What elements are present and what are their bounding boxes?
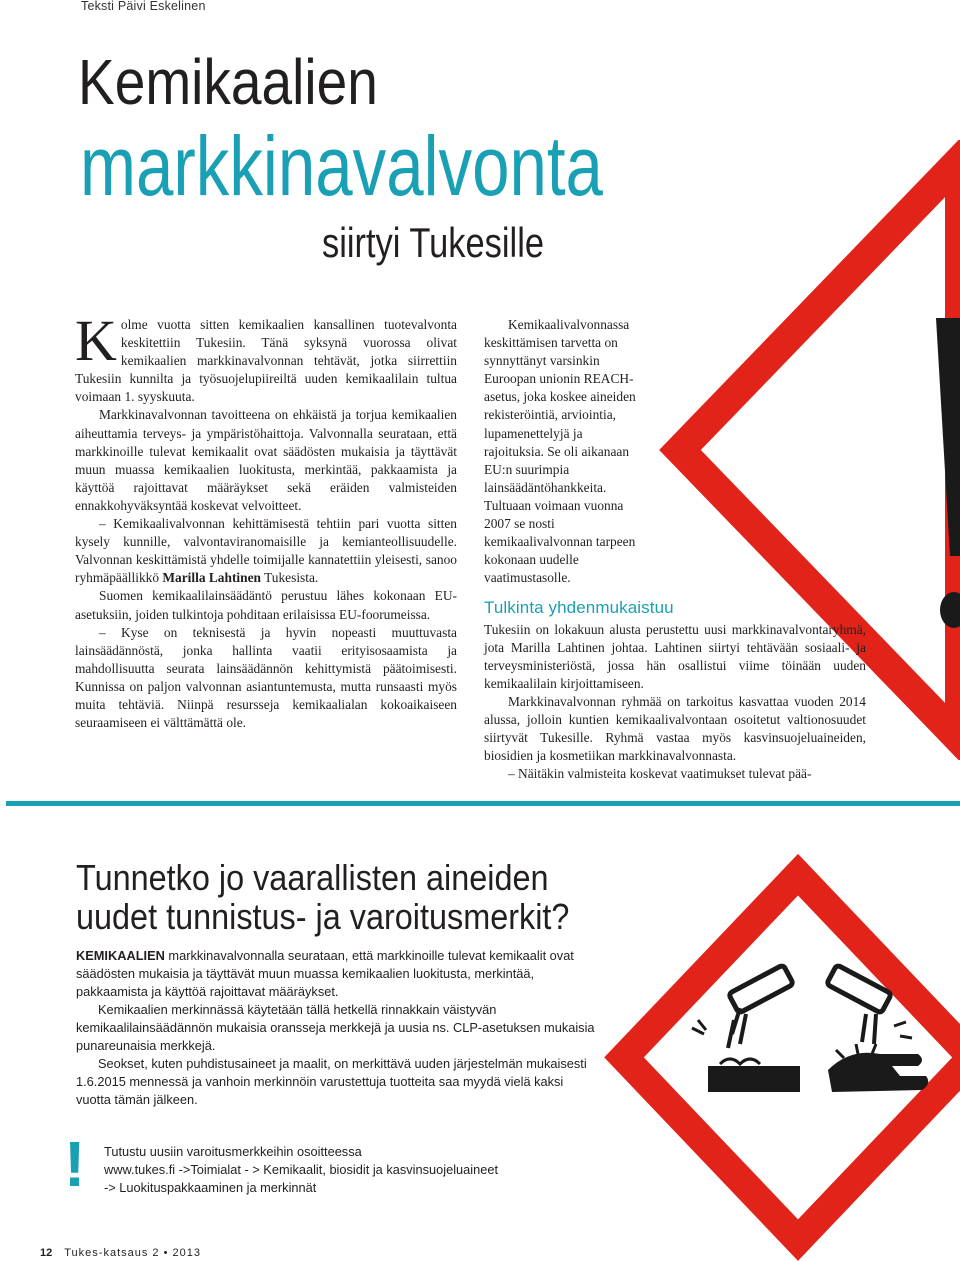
col1-paragraph-2: Markkinavalvonnan tavoitteena on ehkäistä ja torjua kemikaalien aiheuttamia terveys- ja ympäristöhaittoja. Valvonnalla seurataan, että markkinoille tulevat kemikaalit ovat säädösten mukaisia ja täyttävät muun muassa kemikaalien luokitusta, merkintää, pakkaamista ja käyttöä rajoittavat määräykset sekä eräiden valmisteiden ennakkohyväksyntää koskevat velvoitteet. — [75, 407, 457, 513]
box-heading — [76, 858, 569, 936]
col2-paragraph-1-text: Kemikaalivalvonnassa keskittämisen tarvetta on synnyttänyt varsinkin Euroopan unionin REACH-asetus, joka koskee aineiden rekisteröintiä, arviointia, lupamenettelyjä ja rajoituksia. Se oli aikanaan EU:n suurimpia lainsäädäntöhankkeita. Tultuaan voimaan vuonna 2007 se nosti kemikaalivalvonnan tarpeen kokonaan uudelle vaatimustasolle. — [484, 317, 636, 586]
col1-paragraph-1: olme vuotta sitten kemikaalien kansallinen tuotevalvonta keskitettiin Tukesiin. Tänä syksynä vuorossa olivat kemikaalien markkinavalvonnan tehtävät, jotka siirrettiin Tukesiin kunnilta ja työsuojelupiireiltä uuden kemikaalilain tultua voimaan 1. syyskuuta. — [75, 317, 457, 405]
col1-paragraph-5: – Kyse on teknisestä ja hyvin nopeasti muuttuvasta lainsäädännöstä, jonka hallinta vaatii erityisosaamista ja mahdollisuutta seurata lainsäädännön kehittymistä päätoimisesti. Kunnissa on paljon valvonnan asiantuntemusta, mutta runsaasti myös muita tehtäviä. Niinpä resursseja kemikaalialan kokoaikaiseen seuraamiseen ei välttämättä ole. — [75, 624, 457, 731]
drop-cap: K — [75, 308, 117, 373]
col1-paragraph-3-text: – Kemikaalivalvonnan kehittämisestä tehtiin pari vuotta sitten kysely kunnille, valvontaviranomaisille ja kemianteollisuudelle. Valvonnan keskittämistä yhdelle toimijalle kannatettiin yleisesti, sanoo ryhmäpäällikkö — [75, 516, 457, 586]
publication-name: Tukes-katsaus 2 • 2013 — [64, 1247, 201, 1259]
exclamation-icon: ! — [64, 1128, 86, 1200]
section-subheading: Tulkinta yhdenmukaistuu — [484, 598, 674, 618]
corrosive-pictogram-icon — [600, 808, 960, 1261]
col2-paragraph-1 — [484, 316, 644, 587]
box-paragraph-1-text: markkinavalvonnalla seurataan, että markkinoille tulevat kemikaalit ovat säädösten mukaisia ja täyttävät muun muassa kemikaalien luokitusta, merkintää, pakkaamista ja käyttöä rajoittavat määräykset. — [76, 948, 574, 999]
title-line-3: siirtyi Tukesille — [322, 219, 545, 266]
col1-paragraph-4: Suomen kemikaalilainsäädäntö perustuu lähes kokonaan EU-asetuksiin, joiden tulkintoja pohditaan erilaisissa EU-foorumeissa. — [75, 588, 457, 622]
tip-line-3: -> Luokituspakkaaminen ja merkinnät — [104, 1180, 317, 1195]
page-number: 12 — [40, 1247, 53, 1259]
col2-paragraph-2: Tukesiin on lokakuun alusta perustettu uusi markkinavalvontaryhmä, jota Marilla Lahtinen johtaa. Lahtinen siirtyi tehtävään sosiaali- ja terveysministeriöstä, jossa hän osallistui viime töinään uuden kemikaalilain kirjoittamiseen. — [484, 621, 866, 691]
col1-paragraph-3-end: Tukesista. — [260, 570, 319, 586]
article-column-1 — [75, 308, 457, 732]
box-text — [76, 947, 596, 1109]
title-line-2: markkinavalvonta — [80, 119, 603, 213]
box-paragraph-3: Seokset, kuten puhdistusaineet ja maalit, on merkittävä uuden järjestelmän mukaisesti 1.6.2015 mennessä ja vanhoin merkinnöin varustettuja tuotteita saa myydä vielä kaksi vuotta tämän jälkeen. — [76, 1056, 587, 1107]
box-heading-line-2: uudet tunnistus- ja varoitusmerkit? — [76, 896, 570, 937]
tip-text — [104, 1143, 564, 1197]
col2-paragraph-4: – Näitäkin valmisteita koskevat vaatimukset tulevat pää- — [508, 766, 812, 782]
page-footer — [40, 1247, 201, 1259]
col2-paragraph-3: Markkinavalvonnan ryhmää on tarkoitus kasvattaa vuoden 2014 alussa, jolloin kuntien kemikaalivalvontaan osoitetut valtionosuudet siirtyvät Tukesille. Ryhmä vastaa myös kasvinsuojeluaineiden, biosidien ja kosmetiikan markkinavalvonnasta. — [484, 693, 866, 764]
title-line-1: Kemikaalien — [78, 46, 378, 118]
section-divider — [6, 801, 960, 806]
article-column-2 — [484, 316, 866, 783]
box-lead-word: KEMIKAALIEN — [76, 948, 165, 963]
tip-line-2: www.tukes.fi ->Toimialat - > Kemikaalit, biosidit ja kasvinsuojeluaineet — [104, 1162, 499, 1177]
author-credit: Teksti Päivi Eskelinen — [81, 0, 206, 13]
col1-paragraph-3 — [75, 515, 457, 587]
box-heading-line-1: Tunnetko jo vaarallisten aineiden — [76, 857, 549, 898]
box-paragraph-1 — [76, 947, 596, 1001]
person-name: Marilla Lahtinen — [162, 570, 261, 586]
box-paragraph-2: Kemikaalien merkinnässä käytetään tällä hetkellä rinnakkain väistyvän kemikaalilainsäädännön mukaisia oransseja merkkejä ja uusia ns. CLP-asetuksen mukaisia punareunaisia merkkejä. — [76, 1002, 595, 1053]
tip-line-1: Tutustu uusiin varoitusmerkkeihin osoitteessa — [104, 1144, 362, 1159]
